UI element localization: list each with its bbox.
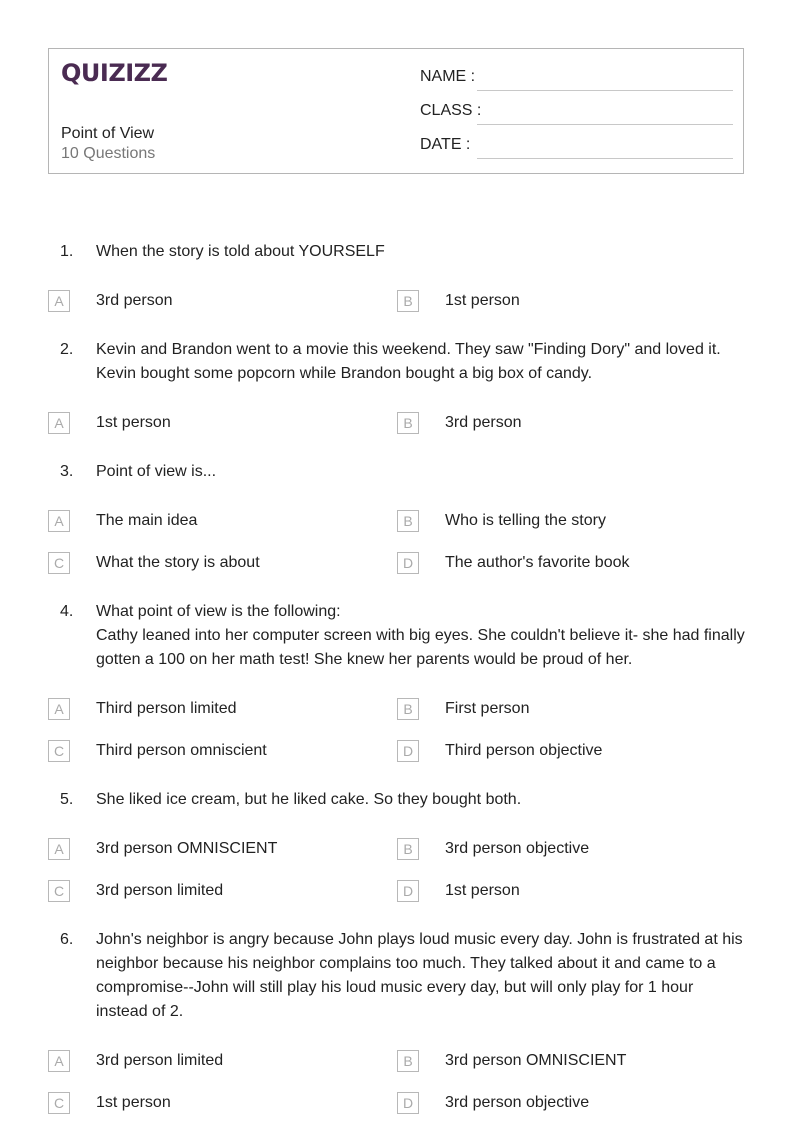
- option-a-box: A: [48, 510, 70, 532]
- option-a-text: 3rd person limited: [96, 1052, 224, 1069]
- option-c-text: Third person omniscient: [96, 742, 267, 759]
- option-c-text: What the story is about: [96, 554, 260, 571]
- worksheet-title: Point of View: [61, 125, 155, 142]
- option-a-text: The main idea: [96, 512, 198, 529]
- name-label: NAME :: [420, 68, 476, 85]
- option-c-text: 3rd person limited: [96, 882, 224, 899]
- question-number: 2.: [60, 341, 74, 358]
- option-a-box: A: [48, 1050, 70, 1072]
- option-b-box: B: [397, 510, 419, 532]
- option-b-text: First person: [445, 700, 530, 717]
- option-b-text: 3rd person: [445, 414, 522, 431]
- worksheet-header: [48, 48, 744, 174]
- question-text: Kevin and Brandon went to a movie this weekend. They saw "Finding Dory" and loved it. Kevin bought some popcorn while Brandon bought a big box of candy.: [96, 341, 721, 382]
- question-number: 3.: [60, 463, 74, 480]
- question-number: 6.: [60, 931, 74, 948]
- question-text: John's neighbor is angry because John plays loud music every day. John is frustrated at his neighbor because his neighbor complains too much. They talked about it and came to a compromise--John will still play his loud music every day, but will only play for 1 hour instead of 2.: [96, 931, 743, 1020]
- quizizz-logo: QUIZIZZ: [61, 59, 168, 87]
- option-c-box: C: [48, 552, 70, 574]
- option-a-box: A: [48, 412, 70, 434]
- question-text: When the story is told about YOURSELF: [96, 243, 385, 260]
- option-b-text: 3rd person objective: [445, 840, 590, 857]
- option-d-box: D: [397, 1092, 419, 1114]
- option-c-text: 1st person: [96, 1094, 171, 1111]
- name-line: [477, 90, 733, 91]
- question-text: Point of view is...: [96, 463, 217, 480]
- option-b-box: B: [397, 698, 419, 720]
- question-count: 10 Questions: [61, 145, 156, 162]
- option-c-box: C: [48, 880, 70, 902]
- question-number: 4.: [60, 603, 74, 620]
- option-b-text: Who is telling the story: [445, 512, 606, 529]
- option-a-box: A: [48, 698, 70, 720]
- option-c-box: C: [48, 740, 70, 762]
- option-d-box: D: [397, 880, 419, 902]
- option-d-text: 3rd person objective: [445, 1094, 590, 1111]
- option-d-text: The author's favorite book: [445, 554, 630, 571]
- option-b-box: B: [397, 412, 419, 434]
- class-line: [477, 124, 733, 125]
- date-line: [477, 158, 733, 159]
- question-text: She liked ice cream, but he liked cake. So they bought both.: [96, 791, 522, 808]
- question-text: What point of view is the following: Cathy leaned into her computer screen with big eyes. She couldn't believe it- she had finally gotten a 100 on her math test! She knew her parents would be proud of her.: [96, 603, 745, 668]
- option-d-text: Third person objective: [445, 742, 603, 759]
- class-label: CLASS :: [420, 102, 482, 119]
- option-b-box: B: [397, 1050, 419, 1072]
- question-number: 5.: [60, 791, 74, 808]
- option-a-text: Third person limited: [96, 700, 237, 717]
- option-d-text: 1st person: [445, 882, 520, 899]
- option-a-box: A: [48, 838, 70, 860]
- option-a-box: A: [48, 290, 70, 312]
- option-a-text: 1st person: [96, 414, 171, 431]
- option-d-box: D: [397, 552, 419, 574]
- option-b-box: B: [397, 838, 419, 860]
- question-number: 1.: [60, 243, 74, 260]
- option-a-text: 3rd person: [96, 292, 173, 309]
- date-label: DATE :: [420, 136, 471, 153]
- option-b-box: B: [397, 290, 419, 312]
- option-c-box: C: [48, 1092, 70, 1114]
- option-a-text: 3rd person OMNISCIENT: [96, 840, 278, 857]
- option-b-text: 3rd person OMNISCIENT: [445, 1052, 627, 1069]
- option-d-box: D: [397, 740, 419, 762]
- option-b-text: 1st person: [445, 292, 520, 309]
